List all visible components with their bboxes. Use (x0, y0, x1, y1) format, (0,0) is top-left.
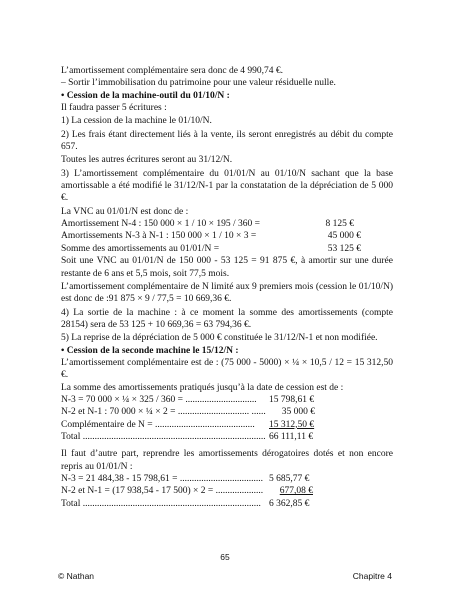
calc-label: Total ............................................................................. (61, 431, 266, 442)
section-1-paragraph: La VNC au 01/01/N est donc de : (61, 206, 189, 217)
calc-row (61, 431, 393, 443)
section-1-paragraph: 3) L’amortissement complémentaire du 01/01/N au 01/10/N sachant que la base amortissable a été modifié le 31/12/N-1 par la constatation de la dépréciation de 5 000 €. (61, 168, 393, 204)
calc-value: 6 362,85 € (269, 498, 310, 509)
section-1-paragraph: Toutes les autres écritures seront au 31/12/N. (61, 155, 233, 166)
section-2-paragraph: La somme des amortissements pratiqués jusqu’à la date de cession est de : (61, 382, 344, 393)
calc-row (61, 406, 393, 418)
section-1-heading: • Cession de la machine-outil du 01/10/N : (61, 90, 230, 101)
calc-row (61, 485, 393, 497)
calc-row (61, 230, 393, 242)
calc-value: 8 125 € (325, 219, 354, 230)
page-content (61, 65, 393, 510)
section-1-paragraph: L’amortissement complémentaire de N limité aux 9 premiers mois (cession le 01/10/N) est donc de :91 875 × 9 / 77,5 = 10 669,36 €. (61, 281, 393, 305)
calc-label: Total ........................................................................... (61, 498, 261, 509)
intro-line-1: L’amortissement complémentaire sera donc de 4 990,74 €. (61, 66, 284, 76)
calc-row (61, 394, 393, 406)
calc-value: 53 125 € (327, 243, 361, 254)
section-1-paragraph: 2) Les frais étant directement liés à la vente, ils seront enregistrés au débit du compte 657. (61, 129, 393, 153)
calc-label: N-3 = 21 484,38 - 15 798,61 = ................................... (61, 474, 264, 484)
section-1-paragraph: Soit une VNC au 01/01/N de 150 000 - 53 125 = 91 875 €, à amortir sur une durée restante de 6 ans et 5,5 mois, soit 77,5 mois. (61, 256, 393, 279)
section-1-paragraph: 1) La cession de la machine le 01/10/N. (61, 116, 212, 127)
calc-row (61, 419, 393, 431)
section-2-paragraph: Il faut d’autre part, reprendre les amortissements dérogatoires dotés et non encore repris au 01/01/N : (61, 449, 393, 472)
footer-publisher: © Nathan (58, 571, 95, 581)
calc-row (61, 218, 393, 230)
section-2-paragraph: L’amortissement complémentaire est de : (75 000 - 5000) × ¼ × 10,5 / 12 = 15 312,50 €. (61, 357, 393, 381)
calc-row (61, 498, 393, 510)
calc-value: 15 798,61 € (269, 394, 315, 405)
calc-label: Amortissement N-4 : 150 000 × 1 / 10 × 195 / 360 = (61, 219, 260, 230)
calc-value: 66 111,11 € (269, 431, 314, 442)
calc-value: 677,08 € (279, 486, 313, 497)
page-number: 65 (220, 552, 230, 562)
section-2-heading: • Cession de la seconde machine le 15/12/N : (61, 345, 239, 356)
section-1-paragraph: 4) La sortie de la machine : à ce moment la somme des amortissements (compte 28154) sera de 53 125 + 10 669,36 = 63 794,36 €. (61, 307, 393, 330)
vnc-calculation (61, 218, 393, 255)
intro-line-2: – Sortir l’immobilisation du patrimoine pour une valeur résiduelle nulle. (61, 78, 336, 89)
section-1-paragraph: 5) La reprise de la dépréciation de 5 000 € constituée le 31/12/N-1 et non modifiée. (61, 333, 378, 344)
calc-label: Amortissements N-3 à N-1 : 150 000 × 1 / 10 × 3 = (61, 231, 257, 242)
calc-value: 15 312,50 € (269, 419, 315, 430)
footer-chapter: Chapitre 4 (352, 571, 392, 581)
calc-label: N-3 = 70 000 × ¼ × 325 / 360 = .............................. (61, 394, 257, 405)
calc-label: N-2 et N-1 = (17 938,54 - 17 500) × 2 = .................... (61, 486, 264, 497)
calc-value: 5 685,77 € (269, 474, 310, 484)
section-1-paragraph: Il faudra passer 5 écritures : (61, 103, 167, 114)
calc-row (61, 473, 393, 485)
calc-label: Somme des amortissements au 01/01/N = (61, 243, 220, 254)
calc-label: Complémentaire de N = .......................................... (61, 419, 255, 430)
calc-row (61, 243, 393, 255)
calc-label: N-2 et N-1 : 70 000 × ¼ × 2 = .............................. ...... (61, 407, 266, 418)
calc-value: 35 000 € (281, 407, 315, 418)
calc-value: 45 000 € (327, 231, 361, 242)
derogatory-calculation (61, 473, 393, 510)
depreciation-sum-calculation (61, 394, 393, 443)
